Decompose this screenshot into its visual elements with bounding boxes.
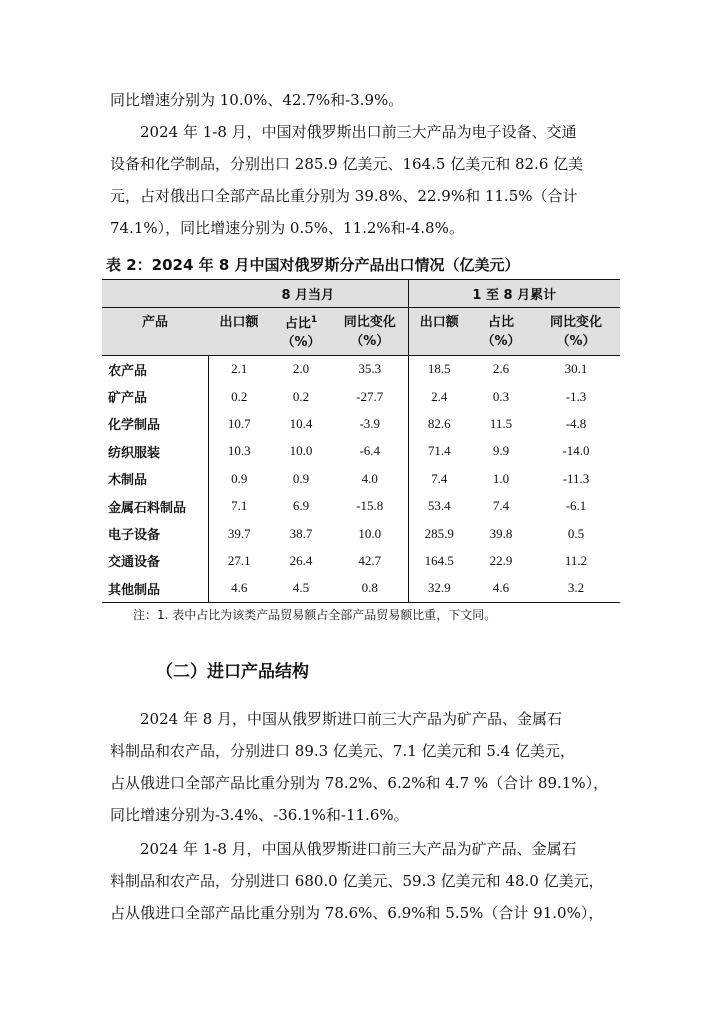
table-row bbox=[102, 383, 620, 410]
import-august-paragraph bbox=[110, 703, 620, 831]
table-body bbox=[102, 356, 620, 603]
cum-export-cell: 53.4 bbox=[408, 492, 470, 519]
text-line: 74.1%），同比增速分别为 0.5%、11.2%和-4.8%。 bbox=[110, 219, 464, 237]
product-name-cell: 木制品 bbox=[108, 473, 148, 489]
month-share-cell: 26.4 bbox=[289, 552, 313, 568]
cum-yoy-cell: -11.3 bbox=[562, 470, 590, 486]
month-share-cell: 2.0 bbox=[292, 361, 310, 377]
month-share-cell: 6.9 bbox=[292, 498, 310, 514]
month-export-cell: 39.7 bbox=[208, 520, 270, 547]
text-line: 占从俄进口全部产品比重分别为 78.6%、6.9%和 5.5%（合计 91.0%）， bbox=[110, 904, 604, 922]
cum-share-cell: 39.8 bbox=[489, 525, 513, 541]
export-by-product-table bbox=[102, 279, 620, 603]
col-header-yoy: 同比变化 （%） bbox=[343, 314, 396, 349]
col-header-product: 产品 bbox=[141, 314, 168, 330]
month-export-cell: 10.3 bbox=[208, 438, 270, 465]
cum-share-cell: 11.5 bbox=[489, 415, 513, 431]
product-name-cell: 化学制品 bbox=[108, 418, 161, 434]
table-footnote: 注：1. 表中占比为该类产品贸易额占全部产品贸易额比重，下文同。 bbox=[133, 608, 497, 622]
text-line: 同比增速分别为 10.0%、42.7%和-3.9%。 bbox=[110, 91, 404, 109]
cum-export-cell: 7.4 bbox=[408, 465, 470, 492]
cum-yoy-cell: -6.1 bbox=[565, 498, 587, 514]
text-line: 2024 年 1-8 月，中国对俄罗斯出口前三大产品为电子设备、交通 bbox=[140, 123, 577, 141]
month-share-cell: 4.5 bbox=[292, 580, 310, 596]
text-line: 2024 年 8 月，中国从俄罗斯进口前三大产品为矿产品、金属石 bbox=[140, 710, 563, 728]
month-export-cell: 0.2 bbox=[208, 383, 270, 410]
cum-export-cell: 71.4 bbox=[408, 438, 470, 465]
group-header-blank bbox=[102, 280, 208, 308]
month-yoy-cell: -27.7 bbox=[356, 388, 384, 404]
cum-yoy-cell: -4.8 bbox=[565, 415, 587, 431]
table-row bbox=[102, 492, 620, 519]
cum-yoy-cell: 30.1 bbox=[564, 361, 588, 377]
cum-share-cell: 1.0 bbox=[492, 470, 510, 486]
col-header-export: 出口额 bbox=[219, 314, 259, 330]
table-row bbox=[102, 575, 620, 602]
cum-yoy-cell: 0.5 bbox=[567, 525, 585, 541]
product-name-cell: 交通设备 bbox=[108, 555, 161, 571]
month-yoy-cell: 35.3 bbox=[358, 361, 382, 377]
cum-export-cell: 2.4 bbox=[408, 383, 470, 410]
cum-share-cell: 4.6 bbox=[492, 580, 510, 596]
product-name-cell: 金属石料制品 bbox=[108, 500, 187, 516]
month-yoy-cell: -6.4 bbox=[359, 443, 381, 459]
intro-paragraph bbox=[110, 84, 620, 116]
product-name-cell: 矿产品 bbox=[108, 391, 148, 407]
cum-share-cell: 2.6 bbox=[492, 361, 510, 377]
cum-yoy-cell: -14.0 bbox=[562, 443, 590, 459]
table-row bbox=[102, 356, 620, 383]
month-yoy-cell: -15.8 bbox=[356, 498, 384, 514]
cum-share-cell: 9.9 bbox=[492, 443, 510, 459]
col-header-share: 占比$^1$ （%） bbox=[281, 314, 321, 351]
table-row bbox=[102, 520, 620, 547]
table-caption: 表 2：2024 年 8 月中国对俄罗斯分产品出口情况（亿美元） bbox=[106, 256, 520, 274]
product-name-cell: 其他制品 bbox=[108, 582, 161, 598]
group-header-month: 8 月当月 bbox=[281, 288, 335, 303]
text-line: 料制品和农产品，分别进口 89.3 亿美元、7.1 亿美元和 5.4 亿美元， bbox=[110, 742, 575, 760]
col-header-cum-yoy: 同比变化 （%） bbox=[549, 314, 602, 349]
table-row bbox=[102, 465, 620, 492]
cum-share-cell: 7.4 bbox=[492, 498, 510, 514]
month-export-cell: 27.1 bbox=[208, 547, 270, 574]
month-share-cell: 0.2 bbox=[292, 388, 310, 404]
cum-yoy-cell: -1.3 bbox=[565, 388, 587, 404]
product-name-cell: 农产品 bbox=[108, 363, 148, 379]
text-line: 2024 年 1-8 月，中国从俄罗斯进口前三大产品为矿产品、金属石 bbox=[140, 840, 577, 858]
cum-export-cell: 32.9 bbox=[408, 575, 470, 602]
text-line: 占从俄进口全部产品比重分别为 78.2%、6.2%和 4.7 %（合计 89.1%）， bbox=[110, 774, 609, 792]
month-yoy-cell: 4.0 bbox=[361, 470, 378, 486]
text-line: 同比增速分别为-3.4%、-36.1%和-11.6%。 bbox=[110, 806, 409, 824]
month-share-cell: 10.4 bbox=[289, 415, 313, 431]
text-line: 设备和化学制品，分别出口 285.9 亿美元、164.5 亿美元和 82.6 亿美 bbox=[110, 155, 584, 173]
section-heading: （二）进口产品结构 bbox=[156, 662, 309, 682]
product-name-cell: 纺织服装 bbox=[108, 445, 161, 461]
month-share-cell: 38.7 bbox=[289, 525, 313, 541]
col-header-cum-export: 出口额 bbox=[408, 308, 470, 356]
month-export-cell: 7.1 bbox=[208, 492, 270, 519]
table-row bbox=[102, 438, 620, 465]
cum-export-cell: 18.5 bbox=[408, 356, 470, 383]
cum-export-cell: 82.6 bbox=[408, 410, 470, 437]
month-export-cell: 2.1 bbox=[208, 356, 270, 383]
col-header-cum-share: 占比 （%） bbox=[481, 314, 521, 349]
month-share-cell: 0.9 bbox=[292, 470, 310, 486]
export-summary-paragraph bbox=[110, 116, 620, 244]
month-yoy-cell: 10.0 bbox=[358, 525, 382, 541]
cum-share-cell: 0.3 bbox=[492, 388, 510, 404]
month-yoy-cell: 0.8 bbox=[361, 580, 378, 596]
month-export-cell: 0.9 bbox=[208, 465, 270, 492]
cum-export-cell: 285.9 bbox=[408, 520, 470, 547]
footnote-marker: 1 bbox=[310, 314, 318, 325]
text-line: 元，占对俄出口全部产品比重分别为 39.8%、22.9%和 11.5%（合计 bbox=[110, 187, 578, 205]
cum-yoy-cell: 11.2 bbox=[564, 552, 588, 568]
month-yoy-cell: 42.7 bbox=[358, 552, 382, 568]
table-column-header-row bbox=[102, 308, 620, 356]
group-header-cumulative: 1 至 8 月累计 bbox=[408, 280, 620, 308]
table-row bbox=[102, 547, 620, 574]
cum-share-cell: 22.9 bbox=[489, 552, 513, 568]
cum-yoy-cell: 3.2 bbox=[567, 580, 585, 596]
table-group-header-row bbox=[102, 280, 620, 308]
month-export-cell: 10.7 bbox=[208, 410, 270, 437]
product-name-cell: 电子设备 bbox=[108, 528, 161, 544]
table-row bbox=[102, 410, 620, 437]
text-line: 料制品和农产品，分别进口 680.0 亿美元、59.3 亿美元和 48.0 亿美元， bbox=[110, 872, 604, 890]
cum-export-cell: 164.5 bbox=[408, 547, 470, 574]
month-export-cell: 4.6 bbox=[208, 575, 270, 602]
month-yoy-cell: -3.9 bbox=[359, 415, 381, 431]
month-share-cell: 10.0 bbox=[289, 443, 313, 459]
import-ytd-paragraph bbox=[110, 833, 620, 929]
